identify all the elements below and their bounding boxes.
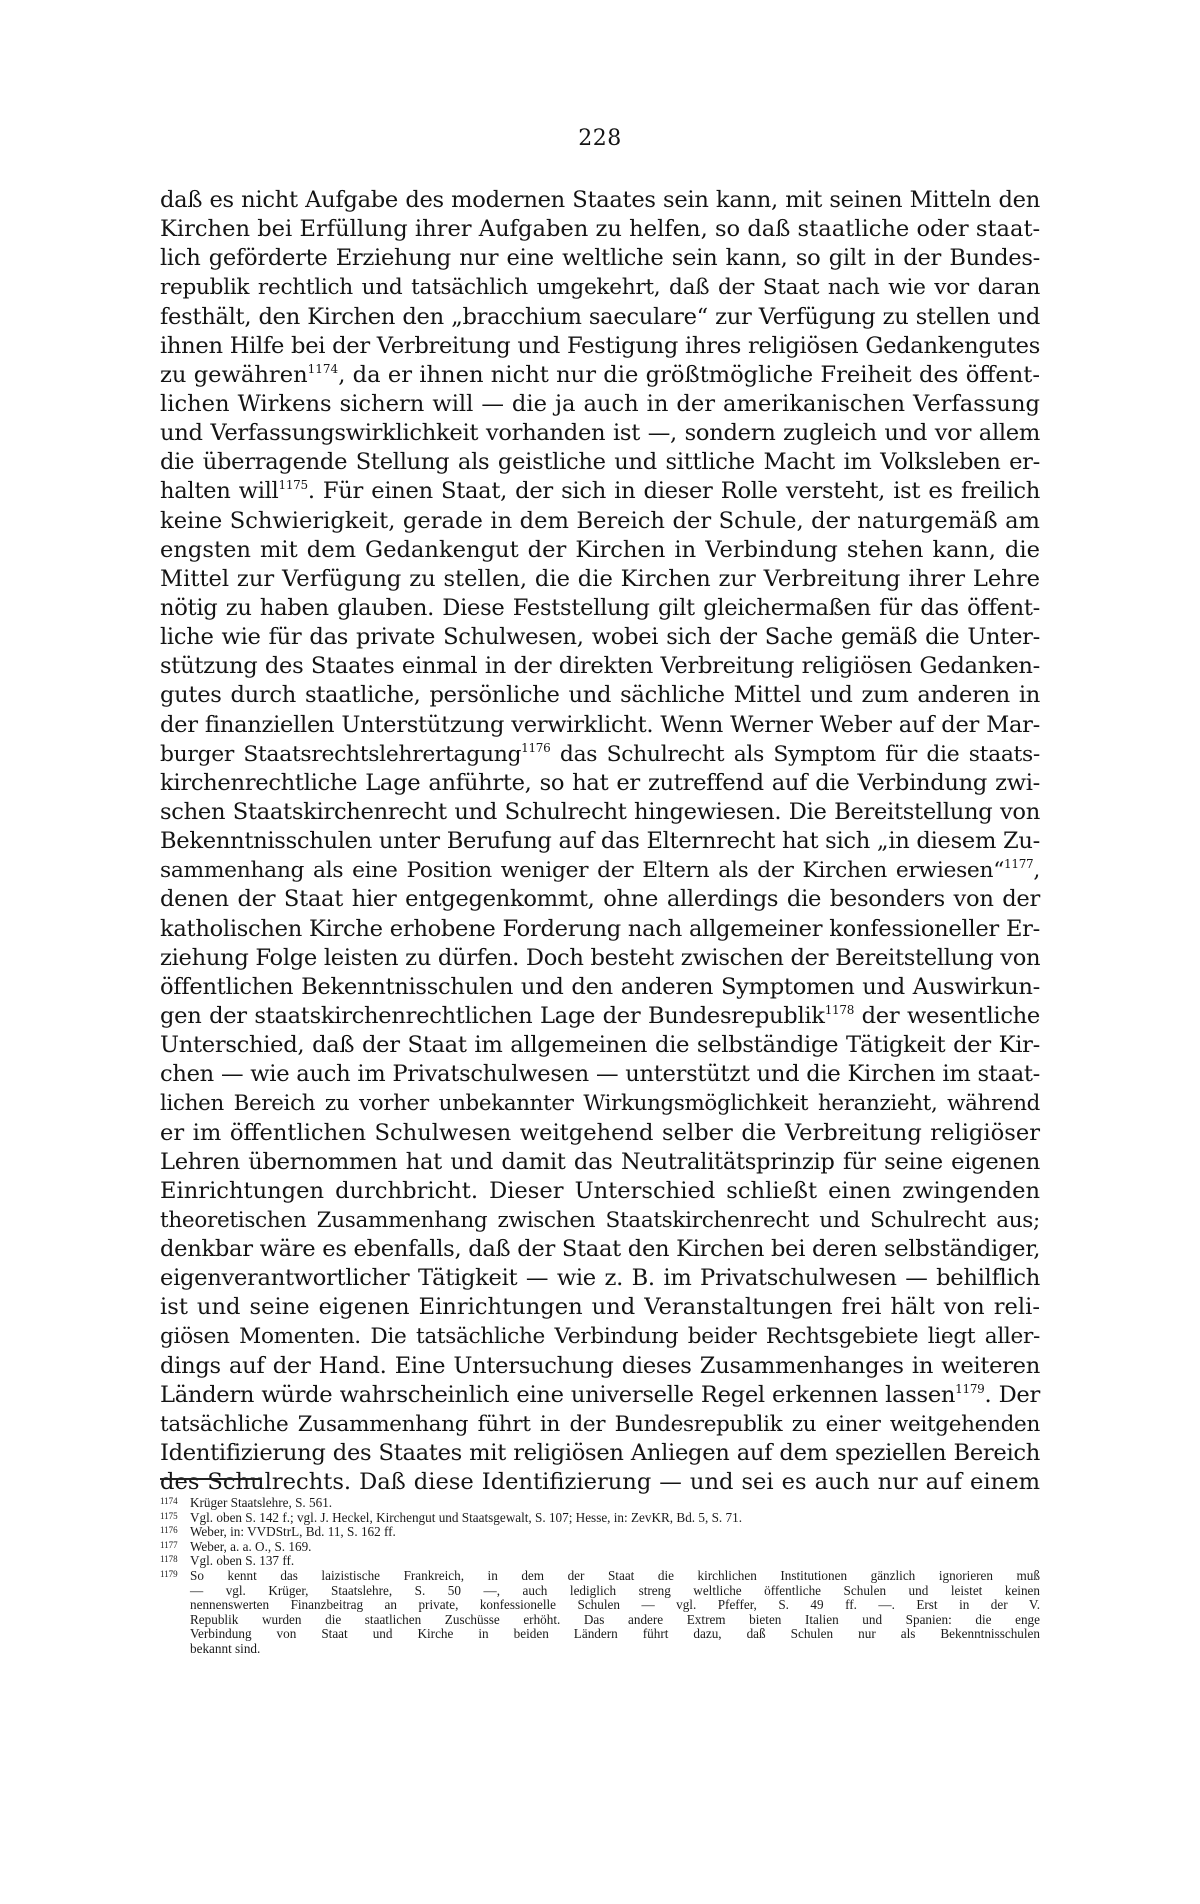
- text-segment: Unterschied, daß der Staat im allgemeinen die selbständige Tätigkeit der Kir-: [160, 1032, 1040, 1059]
- footnote: [160, 1569, 1040, 1657]
- footnote-text: Krüger Staatslehre, S. 561.: [190, 1495, 333, 1510]
- footnote: [160, 1496, 1040, 1511]
- text-segment: halten will: [160, 478, 279, 505]
- text-line: [160, 448, 1040, 477]
- text-segment: chen — wie auch im Privatschulwesen — unterstützt und die Kirchen im staat-: [160, 1061, 1040, 1088]
- text-line: [160, 711, 1040, 740]
- text-segment: festhält, den Kirchen den „bracchium saeculare“ zur Verfügung zu stellen und: [160, 303, 1040, 330]
- text-line: [160, 1031, 1040, 1060]
- text-line: [160, 1264, 1040, 1293]
- text-segment: ,: [1033, 858, 1040, 884]
- footnote-text: Republik wurden die staatlichen Zuschüsse erhöht. Das andere Extrem bieten Italien und Spanien: die enge: [190, 1611, 1040, 1627]
- text-line: [160, 769, 1040, 798]
- text-segment: eigenverantwortlicher Tätigkeit — wie z. B. im Privatschulwesen — behilflich: [160, 1265, 1040, 1292]
- footnote-number: 1176: [160, 1525, 178, 1536]
- text-line: [160, 1002, 1040, 1031]
- text-segment: giösen Momenten. Die tatsächliche Verbindung beider Rechtsgebiete liegt aller-: [160, 1324, 1040, 1350]
- text-segment: Lehren übernommen hat und damit das Neutralitätsprinzip für seine eigenen: [160, 1148, 1040, 1175]
- text-line: [160, 390, 1040, 419]
- text-line: [160, 419, 1040, 448]
- text-line: [160, 186, 1040, 215]
- text-segment: lich geförderte Erziehung nur eine weltliche sein kann, so gilt in der Bundes-: [160, 245, 1040, 272]
- text-line: [160, 915, 1040, 944]
- text-line: [160, 1060, 1040, 1089]
- footnote-number: 1174: [160, 1496, 178, 1506]
- text-segment: gen der staatskirchenrechtlichen Lage der Bundesrepublik: [160, 1002, 825, 1029]
- footnote-text: Vgl. oben S. 142 f.; vgl. J. Heckel, Kirchengut und Staatsgewalt, S. 107; Hesse, in: ZevKR, Bd. 5, S. 71.: [190, 1509, 742, 1525]
- text-segment: theoretischen Zusammenhang zwischen Staatskirchenrecht und Schulrecht aus;: [160, 1207, 1040, 1233]
- text-segment: Ländern würde wahrscheinlich eine universelle Regel erkennen lassen: [160, 1381, 956, 1408]
- text-segment: die überragende Stellung als geistliche und sittliche Macht im Volksleben er-: [160, 449, 1040, 476]
- text-line: [160, 1148, 1040, 1177]
- text-line: [160, 594, 1040, 623]
- text-line: [160, 1235, 1040, 1264]
- footnote-number: 1177: [160, 1539, 178, 1550]
- footnote-separator-rule: [160, 1478, 260, 1480]
- text-line: [160, 885, 1040, 914]
- text-line: [160, 332, 1040, 361]
- text-segment: engsten mit dem Gedankengut der Kirchen in Verbindung stehen kann, die: [160, 536, 1040, 563]
- text-segment: des Schulrechts. Daß diese Identifizierung — und sei es auch nur auf einem: [160, 1469, 1040, 1496]
- text-line: [160, 303, 1040, 332]
- text-segment: schen Staatskirchenrecht und Schulrecht hingewiesen. Die Bereitstellung von: [160, 798, 1040, 825]
- footnote-number: 1175: [160, 1510, 178, 1521]
- text-segment: Mittel zur Verfügung zu stellen, die die Kirchen zur Verbreitung ihrer Lehre: [160, 565, 1040, 592]
- footnote-reference[interactable]: 1178: [824, 1002, 855, 1017]
- text-segment: der finanziellen Unterstützung verwirklicht. Wenn Werner Weber auf der Mar-: [160, 711, 1040, 738]
- text-line: [160, 1352, 1040, 1381]
- footnote-text: Weber, in: VVDStrL, Bd. 11, S. 162 ff.: [190, 1524, 396, 1540]
- text-line: [160, 273, 1040, 302]
- text-line: [160, 652, 1040, 681]
- footnote-text: bekannt sind.: [190, 1640, 261, 1656]
- text-line: [160, 740, 1040, 769]
- text-line: [160, 536, 1040, 565]
- text-line: [160, 1206, 1040, 1235]
- text-segment: tatsächliche Zusammenhang führt in der Bundesrepublik zu einer weitgehenden: [160, 1411, 1040, 1437]
- text-line: [160, 1439, 1040, 1468]
- text-segment: das Schulrecht als Symptom für die staats-: [550, 741, 1040, 767]
- text-line: [160, 856, 1040, 885]
- text-segment: keine Schwierigkeit, gerade in dem Bereich der Schule, der naturgemäß am: [160, 507, 1040, 534]
- text-segment: katholischen Kirche erhobene Forderung nach allgemeiner konfessioneller Er-: [160, 915, 1040, 942]
- footnote: [160, 1540, 1040, 1555]
- footnote-text: nennenswerten Finanzbeitrag an private, konfessionelle Schulen — vgl. Pfeffer, S. 49 ff. —. Erst in der V.: [190, 1597, 1040, 1613]
- text-segment: lichen Wirkens sichern will — die ja auch in der amerikanischen Verfassung: [160, 390, 1040, 417]
- text-line: [160, 827, 1040, 856]
- text-segment: kirchenrechtliche Lage anführte, so hat er zutreffend auf die Verbindung zwi-: [160, 769, 1040, 796]
- text-segment: . Der: [984, 1381, 1040, 1408]
- text-segment: republik rechtlich und tatsächlich umgekehrt, daß der Staat nach wie vor daran: [160, 275, 1040, 301]
- text-segment: sammenhang als eine Position weniger der Eltern als der Kirchen erwiesen“: [160, 858, 1005, 884]
- text-segment: dings auf der Hand. Eine Untersuchung dieses Zusammenhanges in weiteren: [160, 1352, 1040, 1379]
- text-segment: ziehung Folge leisten zu dürfen. Doch besteht zwischen der Bereitstellung von: [160, 944, 1041, 971]
- text-segment: ist und seine eigenen Einrichtungen und Veranstaltungen frei hält von reli-: [160, 1294, 1040, 1321]
- text-line: [160, 798, 1040, 827]
- text-line: [160, 1468, 1040, 1497]
- text-segment: nötig zu haben glauben. Diese Feststellung gilt gleichermaßen für das öffent-: [160, 594, 1040, 621]
- footnote-text: Verbindung von Staat und Kirche in beiden Ländern führt dazu, daß Schulen nur als Bekenntnisschulen: [190, 1626, 1040, 1642]
- text-line: [160, 565, 1040, 594]
- footnote: [160, 1525, 1040, 1540]
- footnote-reference[interactable]: 1174: [307, 361, 339, 376]
- text-segment: Identifizierung des Staates mit religiösen Anliegen auf dem speziellen Bereich: [160, 1440, 1040, 1467]
- footnote-reference[interactable]: 1179: [955, 1381, 985, 1396]
- text-segment: Bekenntnisschulen unter Berufung auf das Elternrecht hat sich „in diesem Zu-: [160, 828, 1040, 855]
- text-segment: daß es nicht Aufgabe des modernen Staates sein kann, mit seinen Mitteln den: [160, 187, 1040, 213]
- text-line: [160, 215, 1040, 244]
- text-segment: denkbar wäre es ebenfalls, daß der Staat den Kirchen bei deren selbständiger,: [160, 1236, 1041, 1263]
- footnote-text: Vgl. oben S. 137 ff.: [190, 1553, 295, 1569]
- text-line: [160, 1293, 1040, 1322]
- footnote-reference[interactable]: 1177: [1004, 857, 1034, 872]
- footnote-number: 1179: [160, 1568, 178, 1579]
- footnote-text: So kennt das laizistische Frankreich, in dem der Staat die kirchlichen Institutionen gänzlich ignorieren muß: [190, 1567, 1040, 1583]
- text-segment: burger Staatsrechtslehrertagung: [160, 741, 522, 767]
- text-segment: . Für einen Staat, der sich in dieser Rolle versteht, ist es freilich: [307, 478, 1040, 505]
- text-line: [160, 623, 1040, 652]
- text-line: [160, 973, 1040, 1002]
- text-segment: liche wie für das private Schulwesen, wobei sich der Sache gemäß die Unter-: [160, 624, 1040, 651]
- text-segment: Einrichtungen durchbricht. Dieser Unterschied schließt einen zwingenden: [160, 1177, 1040, 1204]
- page-number: 228: [578, 126, 622, 151]
- footnote-text: — vgl. Krüger, Staatslehre, S. 50 —, auch lediglich streng weltliche öffentliche Schulen und leistet keinen: [190, 1582, 1040, 1598]
- text-line: [160, 507, 1040, 536]
- text-line: [160, 681, 1040, 710]
- text-line: [160, 1410, 1040, 1439]
- text-line: [160, 1322, 1040, 1351]
- text-segment: öffentlichen Bekenntnisschulen und den anderen Symptomen und Auswirkun-: [160, 973, 1040, 1000]
- footnote: [160, 1554, 1040, 1569]
- text-segment: , da er ihnen nicht nur die größtmögliche Freiheit des öffent-: [338, 361, 1040, 388]
- text-segment: er im öffentlichen Schulwesen weitgehend selber die Verbreitung religiöser: [160, 1119, 1040, 1146]
- text-segment: der wesentliche: [854, 1002, 1040, 1029]
- text-line: [160, 944, 1040, 973]
- footnote-reference[interactable]: 1176: [521, 740, 551, 755]
- footnotes: [160, 1496, 1040, 1657]
- text-line: [160, 361, 1040, 390]
- text-line: [160, 1119, 1040, 1148]
- text-segment: zu gewähren: [160, 361, 308, 388]
- text-segment: lichen Bereich zu vorher unbekannter Wirkungsmöglichkeit heranzieht, während: [160, 1091, 1040, 1117]
- footnote-reference[interactable]: 1175: [278, 478, 308, 493]
- text-segment: gutes durch staatliche, persönliche und sächliche Mittel und zum anderen in: [160, 682, 1040, 709]
- text-segment: stützung des Staates einmal in der direkten Verbreitung religiösen Gedanken-: [160, 653, 1040, 680]
- text-segment: Kirchen bei Erfüllung ihrer Aufgaben zu helfen, so daß staatliche oder staat-: [160, 216, 1041, 243]
- text-line: [160, 1381, 1040, 1410]
- footnote-number: 1178: [160, 1554, 178, 1565]
- text-segment: denen der Staat hier entgegenkommt, ohne allerdings die besonders von der: [160, 886, 1040, 913]
- footnote-text: Weber, a. a. O., S. 169.: [190, 1538, 312, 1554]
- text-line: [160, 477, 1040, 506]
- text-line: [160, 1177, 1040, 1206]
- text-segment: und Verfassungswirklichkeit vorhanden ist —, sondern zugleich und vor allem: [160, 420, 1040, 447]
- text-line: [160, 1089, 1040, 1118]
- footnote: [160, 1511, 1040, 1526]
- text-segment: ihnen Hilfe bei der Verbreitung und Festigung ihres religiösen Gedankengutes: [160, 332, 1040, 359]
- text-line: [160, 244, 1040, 273]
- body-text: [160, 186, 1040, 1497]
